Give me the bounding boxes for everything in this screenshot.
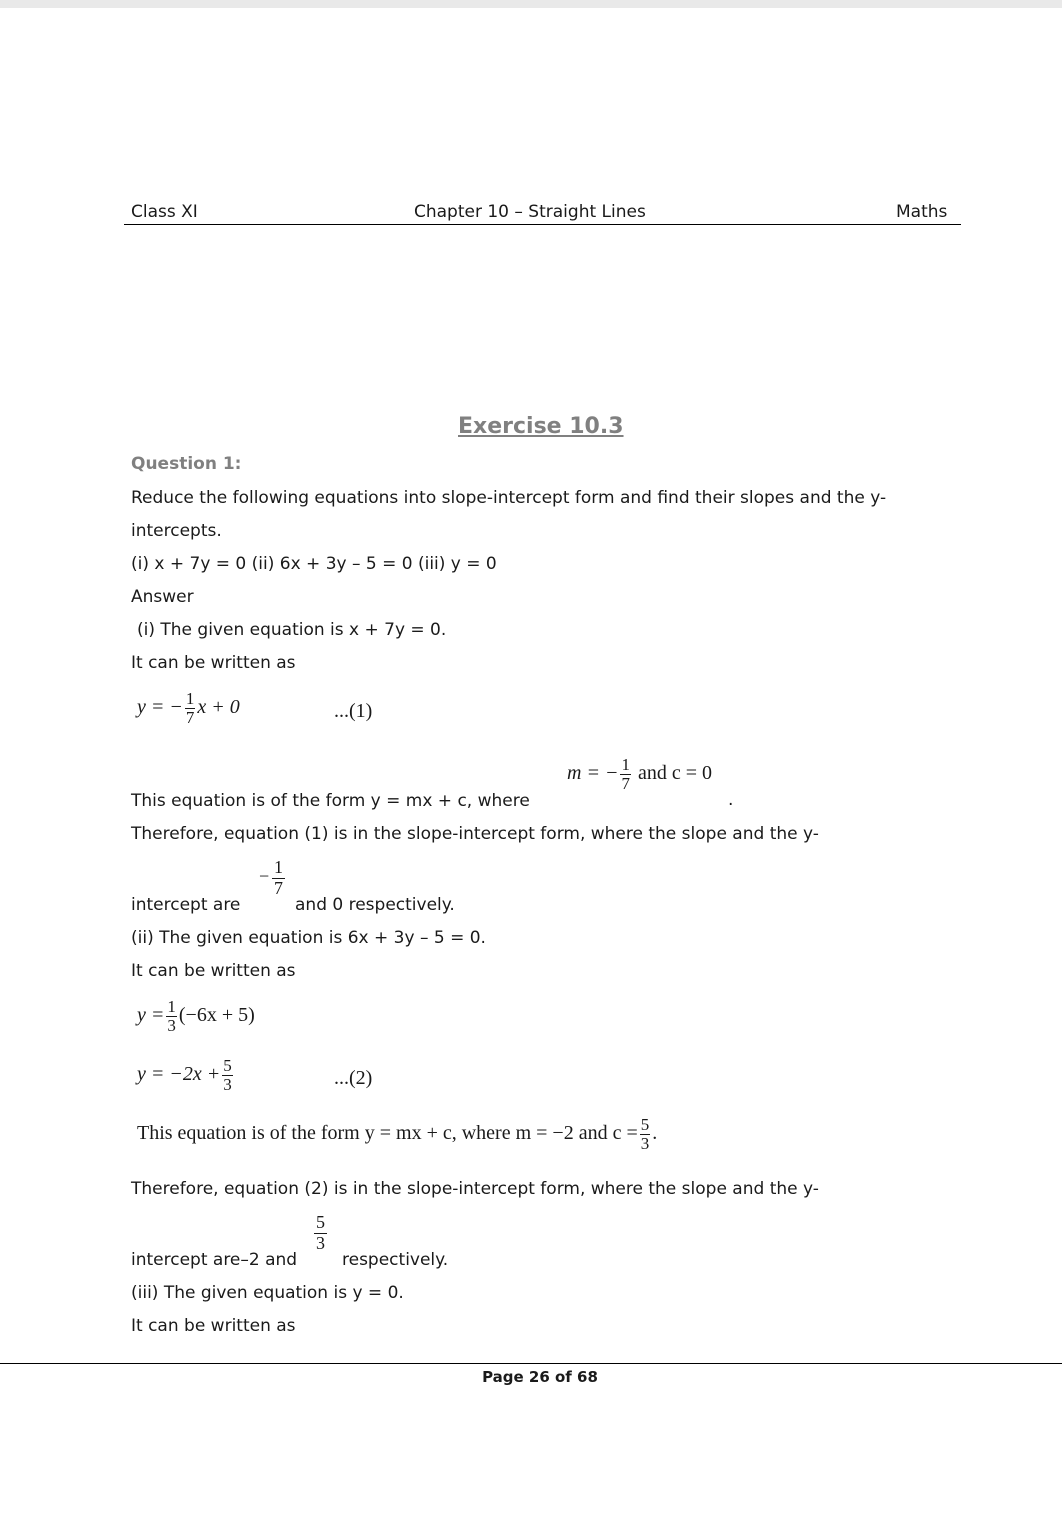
part-i-period: . bbox=[728, 790, 734, 810]
equation-1 bbox=[137, 690, 240, 727]
intercept-den: 3 bbox=[316, 1232, 325, 1253]
part-iii-given: (iii) The given equation is y = 0. bbox=[131, 1283, 404, 1303]
form-line-fraction bbox=[640, 1116, 651, 1153]
eq1-lhs: y = − bbox=[137, 695, 183, 718]
header-subject: Maths bbox=[896, 202, 948, 222]
question-line-1: Reduce the following equations into slope-intercept form and find their slopes and the y- bbox=[131, 488, 887, 508]
exercise-title: Exercise 10.3 bbox=[458, 414, 624, 439]
equation-2 bbox=[137, 1057, 235, 1094]
form-m-num: 1 bbox=[621, 755, 630, 774]
footer-rule bbox=[0, 1363, 1062, 1364]
form-line-num: 5 bbox=[640, 1115, 650, 1134]
part-ii-written-as: It can be written as bbox=[131, 961, 296, 981]
form-m-lhs: m = − bbox=[567, 761, 619, 784]
part-ii-intercept-pre: intercept are–2 and bbox=[131, 1250, 298, 1270]
equation-2-tag: ...(2) bbox=[334, 1067, 373, 1089]
eq2-fraction bbox=[222, 1057, 233, 1094]
part-i-given: (i) The given equation is x + 7y = 0. bbox=[137, 620, 447, 640]
answer-label: Answer bbox=[131, 587, 194, 607]
form-line-text: This equation is of the form y = mx + c, where m = −2 and c = bbox=[137, 1121, 638, 1144]
eq2a-num: 1 bbox=[167, 997, 176, 1016]
part-ii-intercept-post: respectively. bbox=[342, 1250, 449, 1270]
part-ii-form-line bbox=[137, 1116, 657, 1153]
eq2-lhs: y = −2x + bbox=[137, 1062, 221, 1085]
intercept-fraction bbox=[314, 1213, 327, 1254]
eq2-num: 5 bbox=[223, 1056, 232, 1075]
header-rule bbox=[124, 224, 961, 225]
header-chapter: Chapter 10 – Straight Lines bbox=[414, 202, 646, 222]
eq1-den: 7 bbox=[185, 707, 195, 727]
equation-1-tag: ...(1) bbox=[334, 700, 373, 722]
eq2a-rhs: (−6x + 5) bbox=[178, 1003, 255, 1026]
part-i-form-math bbox=[567, 756, 712, 793]
page-number: Page 26 of 68 bbox=[482, 1368, 598, 1386]
part-i-intercept-post: and 0 respectively. bbox=[295, 895, 455, 915]
slope-den: 7 bbox=[274, 877, 283, 898]
eq2a-lhs: y = bbox=[137, 1003, 165, 1026]
header-class: Class XI bbox=[131, 202, 198, 222]
eq2a-fraction bbox=[166, 998, 177, 1035]
question-label: Question 1: bbox=[131, 454, 242, 474]
question-line-2: intercepts. bbox=[131, 521, 222, 541]
form-line-end: . bbox=[652, 1121, 658, 1144]
intercept-num: 5 bbox=[316, 1212, 325, 1232]
eq1-rhs: x + 0 bbox=[197, 695, 240, 718]
eq2-den: 3 bbox=[223, 1074, 232, 1094]
slope-sign: − bbox=[259, 866, 270, 886]
form-m-den: 7 bbox=[621, 773, 630, 793]
part-ii-given: (ii) The given equation is 6x + 3y – 5 = 0. bbox=[131, 928, 486, 948]
part-i-written-as: It can be written as bbox=[131, 653, 296, 673]
form-line-den: 3 bbox=[640, 1133, 650, 1153]
eq1-fraction bbox=[185, 690, 196, 727]
form-m-fraction bbox=[620, 756, 631, 793]
part-iii-written-as: It can be written as bbox=[131, 1316, 296, 1336]
eq1-num: 1 bbox=[185, 689, 195, 708]
part-i-therefore: Therefore, equation (1) is in the slope-intercept form, where the slope and the y- bbox=[131, 824, 819, 844]
slope-fraction bbox=[272, 858, 285, 899]
slope-num: 1 bbox=[274, 857, 283, 877]
part-ii-therefore: Therefore, equation (2) is in the slope-intercept form, where the slope and the y- bbox=[131, 1179, 819, 1199]
part-i-intercept-pre: intercept are bbox=[131, 895, 241, 915]
part-i-form-text: This equation is of the form y = mx + c, where bbox=[131, 791, 530, 811]
equation-2a bbox=[137, 998, 255, 1035]
form-c-rhs: and c = 0 bbox=[637, 761, 712, 784]
eq2a-den: 3 bbox=[167, 1015, 176, 1035]
question-parts: (i) x + 7y = 0 (ii) 6x + 3y – 5 = 0 (iii) y = 0 bbox=[131, 554, 497, 574]
top-bar bbox=[0, 0, 1062, 8]
